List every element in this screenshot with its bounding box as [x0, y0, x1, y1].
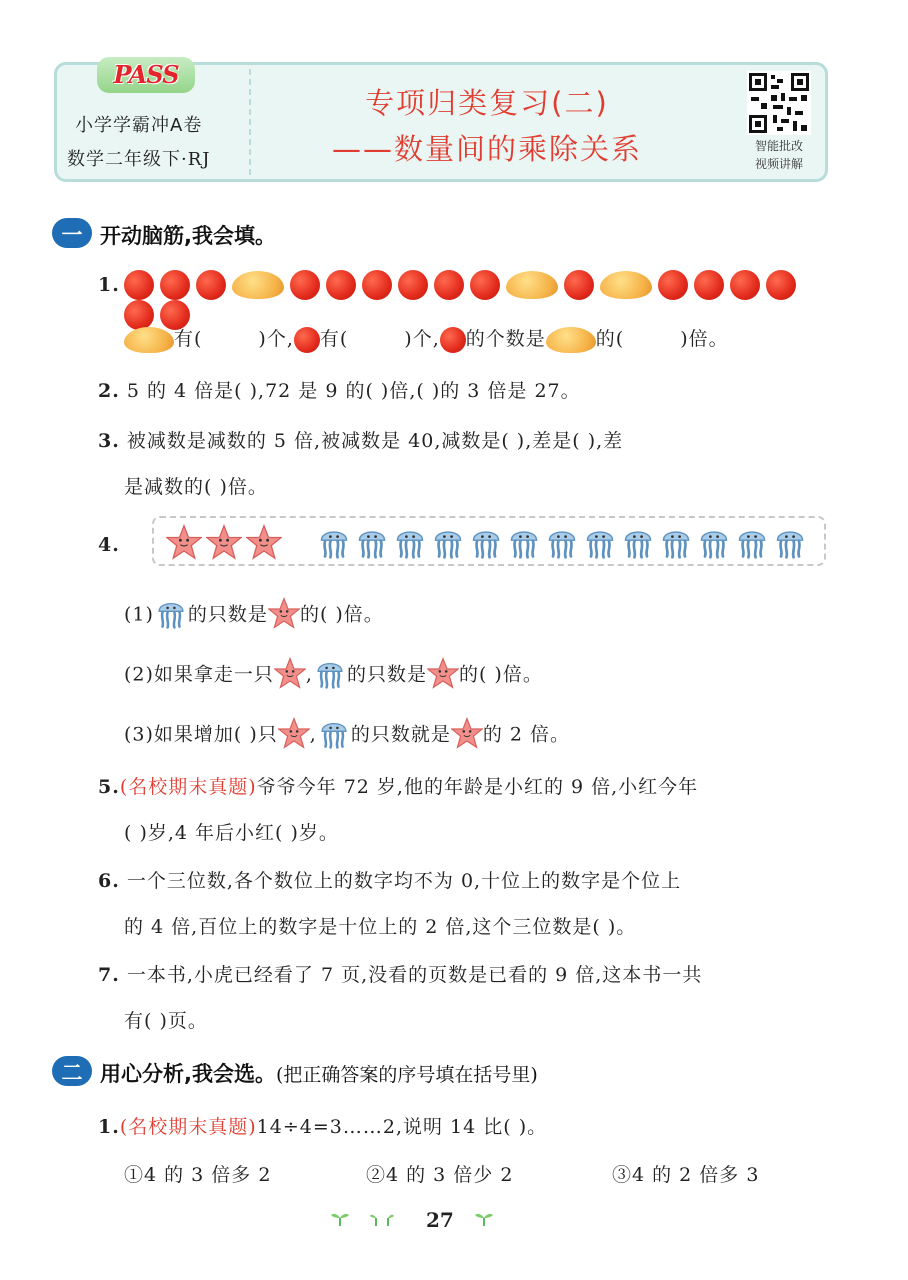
apple-icon — [564, 270, 594, 300]
section1-title: 开动脑筋,我会填。 — [100, 224, 276, 248]
starfish-icon — [166, 524, 202, 564]
qr-caption — [739, 137, 819, 173]
starfish-icon — [451, 717, 483, 754]
s2-q1-number: 1. — [98, 1116, 120, 1138]
q1-t3: 有( — [319, 328, 349, 350]
apple-icon — [362, 270, 392, 300]
q6-number: 6. — [98, 870, 120, 892]
q1-t6: 的( — [595, 328, 625, 350]
section2-title-text: 用心分析,我会选。 — [100, 1062, 276, 1086]
q5-text1: 爷爷今年 72 岁,他的年龄是小红的 9 倍,小红今年 — [256, 776, 699, 798]
section2-badge-text: 二 — [61, 1061, 83, 1085]
header-left — [57, 60, 247, 179]
q4-s1-c: 的( )倍。 — [299, 603, 384, 626]
q4-s3-d: 的 2 倍。 — [482, 723, 571, 746]
apple-icon — [124, 270, 154, 300]
apple-icon — [766, 270, 796, 300]
qr-code-icon[interactable] — [747, 71, 811, 135]
apple-icon — [398, 270, 428, 300]
q4-s2-d: 的( )倍。 — [458, 663, 543, 686]
jellyfish-icon — [317, 716, 351, 755]
q4-s3-b: , — [309, 723, 317, 746]
jellyfish-icon — [354, 524, 390, 564]
sprout-icon — [370, 1210, 394, 1226]
q4-sub3 — [124, 716, 570, 755]
q5-line2: ( )岁,4 年后小红( )岁。 — [124, 822, 339, 844]
pass-logo — [97, 57, 195, 93]
mango-icon — [506, 271, 558, 299]
qr-caption-line1: 智能批改 — [754, 139, 803, 153]
q1-t2: )个, — [258, 328, 294, 350]
series-name: 小学学霸冲A卷 — [75, 115, 203, 136]
section2-note: (把正确答案的序号填在括号里) — [275, 1064, 538, 1086]
q7-text1: 一本书,小虎已经看了 7 页,没看的页数是已看的 9 倍,这本书一共 — [126, 964, 703, 986]
q3-line2: 是减数的( )倍。 — [124, 476, 268, 498]
jellyfish-icon — [620, 524, 656, 564]
q1-fill-line — [124, 324, 729, 353]
starfish-icon — [246, 524, 282, 564]
q4-sub2 — [124, 656, 543, 695]
q2 — [98, 376, 581, 403]
apple-icon — [196, 270, 226, 300]
apple-icon — [294, 327, 320, 353]
apple-icon — [326, 270, 356, 300]
apple-icon — [658, 270, 688, 300]
jellyfish-icon — [468, 524, 504, 564]
q4-s3-c: 的只数就是 — [350, 723, 451, 746]
q4-s2-c: 的只数是 — [346, 663, 427, 686]
section2-title — [100, 1058, 538, 1088]
q5-number: 5. — [98, 776, 120, 798]
q6-line2: 的 4 倍,百位上的数字是十位上的 2 倍,这个三位数是( )。 — [124, 916, 637, 938]
jellyfish-icon — [430, 524, 466, 564]
q4-s1-a: (1) — [124, 603, 154, 626]
jellyfish-icon — [734, 524, 770, 564]
qr-caption-line2: 视频讲解 — [754, 157, 803, 171]
jellyfish-icon — [313, 656, 347, 695]
section2-badge — [52, 1056, 92, 1086]
jellyfish-icon — [392, 524, 428, 564]
jellyfish-icon — [316, 524, 352, 564]
apple-icon — [470, 270, 500, 300]
q1-t4: )个, — [404, 328, 440, 350]
q1-t7: )倍。 — [680, 328, 729, 350]
starfish-icon — [427, 657, 459, 694]
section1-badge — [52, 218, 92, 248]
q3-number: 3. — [98, 430, 120, 452]
q3-line1 — [98, 426, 623, 453]
section1-badge-text: 一 — [61, 223, 83, 247]
grade-label: 数学二年级下·RJ — [67, 149, 211, 170]
mango-icon — [232, 271, 284, 299]
jellyfish-icon — [544, 524, 580, 564]
mango-icon — [600, 271, 652, 299]
s2-q1-tag: (名校期末真题) — [119, 1116, 257, 1138]
q4-s2-a: (2)如果拿走一只 — [124, 663, 274, 686]
sprout-icon — [474, 1210, 494, 1226]
apple-icon — [290, 270, 320, 300]
s2-q1 — [98, 1112, 547, 1139]
apple-icon — [440, 327, 466, 353]
jellyfish-icon — [772, 524, 808, 564]
jellyfish-icon — [658, 524, 694, 564]
q4-picture-box — [152, 516, 826, 566]
q2-number: 2. — [98, 380, 120, 402]
q5-tag: (名校期末真题) — [119, 776, 257, 798]
q6-line1 — [98, 866, 681, 893]
q7-number: 7. — [98, 964, 120, 986]
q2-text: 5 的 4 倍是( ),72 是 9 的( )倍,( )的 3 倍是 27。 — [126, 380, 581, 402]
mango-icon — [546, 327, 596, 353]
starfish-icon — [278, 717, 310, 754]
header-divider — [249, 69, 251, 175]
s2-q1-text: 14÷4=3……2,说明 14 比( )。 — [256, 1116, 548, 1138]
s2-q1-option1[interactable]: ①4 的 3 倍多 2 — [124, 1164, 272, 1186]
q4-sub1 — [124, 596, 384, 635]
page-subtitle: ——数量间的乘除关系 — [331, 132, 642, 166]
apple-icon — [434, 270, 464, 300]
jellyfish-icon — [506, 524, 542, 564]
q4-s1-b: 的只数是 — [187, 603, 268, 626]
q1-number: 1. — [98, 274, 120, 296]
jellyfish-icon — [696, 524, 732, 564]
q1-t1: 有( — [174, 328, 203, 350]
sprout-icon — [330, 1210, 350, 1226]
q3-text1: 被减数是减数的 5 倍,被减数是 40,减数是( ),差是( ),差 — [126, 430, 624, 452]
starfish-icon — [206, 524, 242, 564]
q4-number: 4. — [98, 534, 120, 556]
q1-t5: 的个数是 — [465, 328, 546, 350]
page-title: 专项归类复习(二) — [365, 86, 609, 120]
s2-q1-option3[interactable]: ③4 的 2 倍多 3 — [612, 1164, 760, 1186]
apple-icon — [160, 270, 190, 300]
apple-icon — [694, 270, 724, 300]
starfish-icon — [274, 657, 306, 694]
apple-icon — [730, 270, 760, 300]
header-banner — [54, 62, 828, 182]
q4-animal-row — [166, 524, 810, 564]
s2-q1-option2[interactable]: ②4 的 3 倍少 2 — [366, 1164, 514, 1186]
starfish-icon — [268, 597, 300, 634]
jellyfish-icon — [154, 596, 188, 635]
logo-text: PASS — [113, 60, 179, 89]
q4-s2-b: , — [305, 663, 313, 686]
page-number: 27 — [426, 1208, 454, 1232]
q5-line1 — [98, 772, 698, 799]
q6-text1: 一个三位数,各个数位上的数字均不为 0,十位上的数字是个位上 — [126, 870, 682, 892]
fruit-row — [124, 270, 828, 302]
jellyfish-icon — [582, 524, 618, 564]
mango-icon — [124, 327, 174, 353]
q7-line1 — [98, 960, 702, 987]
q4-s3-a: (3)如果增加( )只 — [124, 723, 278, 746]
q7-line2: 有( )页。 — [124, 1010, 208, 1032]
